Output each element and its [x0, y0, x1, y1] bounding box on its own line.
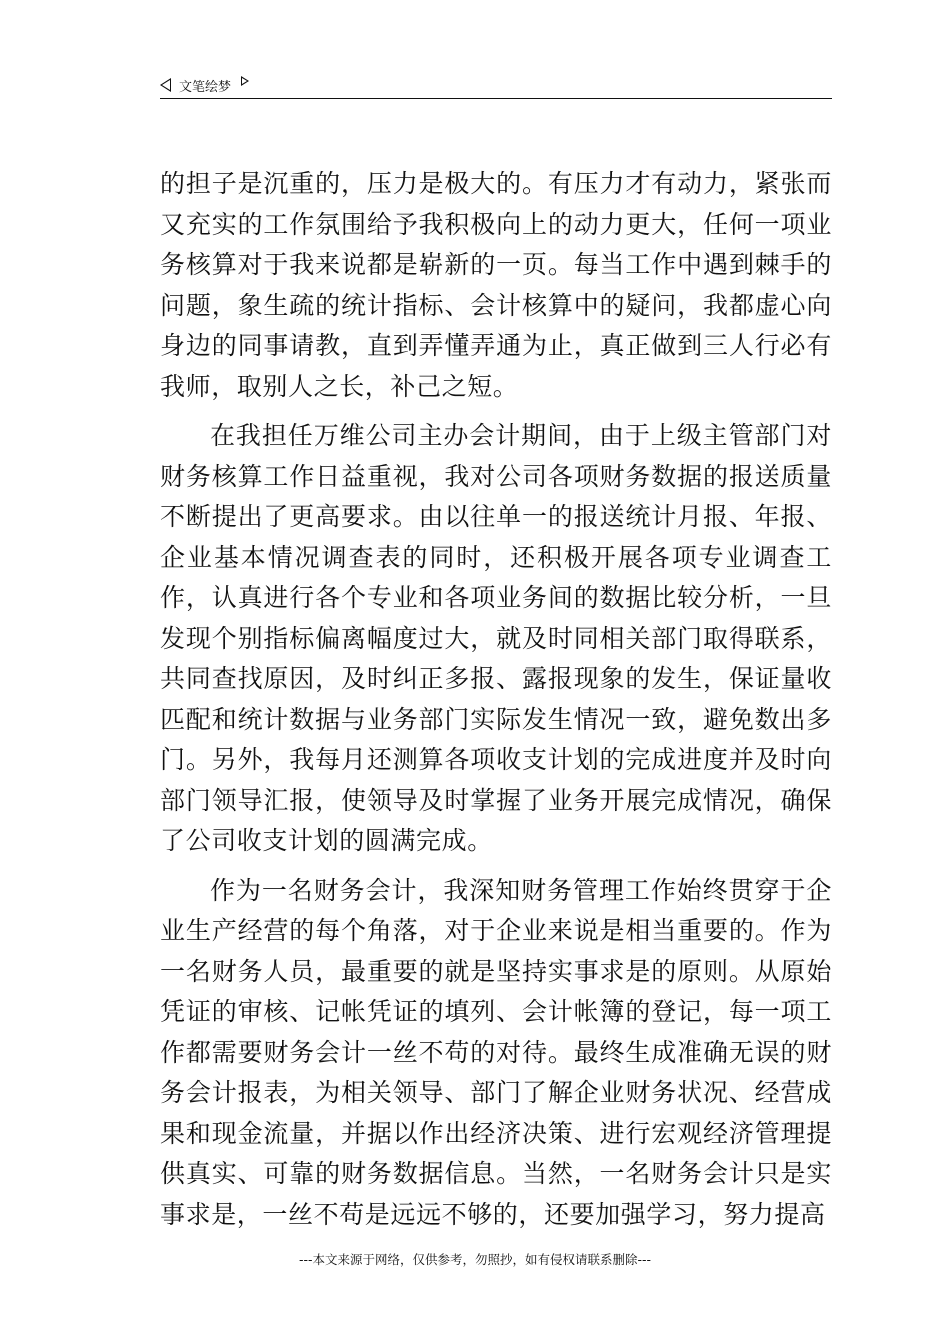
footer-notice: ---本文来源于网络，仅供参考，勿照抄，如有侵权请联系删除---	[298, 1252, 652, 1267]
header-title: 文笔绘梦	[179, 79, 232, 95]
paragraph-continuation: 的担子是沉重的，压力是极大的。有压力才有动力，紧张而又充实的工作氛围给予我积极向上的动力更大，任何一项业务核算对于我来说都是崭新的一页。每当工作中遇到棘手的问题，象生疏的统计指标、会计核算中的疑问，我都虚心向身边的同事请教，直到弄懂弄通为止，真正做到三人行必有我师，取别人之长，补己之短。	[160, 169, 832, 401]
document-body	[160, 164, 832, 1244]
paragraph-accounting-duties: 在我担任万维公司主办会计期间，由于上级主管部门对财务核算工作日益重视，我对公司各项财务数据的报送质量不断提出了更高要求。由以往单一的报送统计月报、年报、企业基本情况调查表的同时，还积极开展各项专业调查工作，认真进行各个专业和各项业务间的数据比较分析，一旦发现个别指标偏离幅度过大，就及时同相关部门取得联系，共同查找原因，及时纠正多报、露报现象的发生，保证量收匹配和统计数据与业务部门实际发生情况一致，避免数出多门。另外，我每月还测算各项收支计划的完成进度并及时向部门领导汇报，使领导及时掌握了业务开展完成情况，确保了公司收支计划的圆满完成。	[160, 421, 832, 855]
paragraph-financial-role: 作为一名财务会计，我深知财务管理工作始终贯穿于企业生产经营的每个角落，对于企业来说是相当重要的。作为一名财务人员，最重要的就是坚持实事求是的原则。从原始凭证的审核、记帐凭证的填列、会计帐簿的登记，每一项工作都需要财务会计一丝不苟的对待。最终生成准确无误的财务会计报表，为相关领导、部门了解企业财务状况、经营成果和现金流量，并据以作出经济决策、进行宏观经济管理提供真实、可靠的财务数据信息。当然，一名财务会计只是实事求是，一丝不苟是远远不够的，还要加强学习，努力提高	[160, 875, 832, 1229]
triangle-right-icon	[241, 76, 249, 86]
header-divider	[160, 98, 832, 99]
triangle-left-icon	[160, 78, 171, 92]
page-header	[160, 72, 832, 98]
